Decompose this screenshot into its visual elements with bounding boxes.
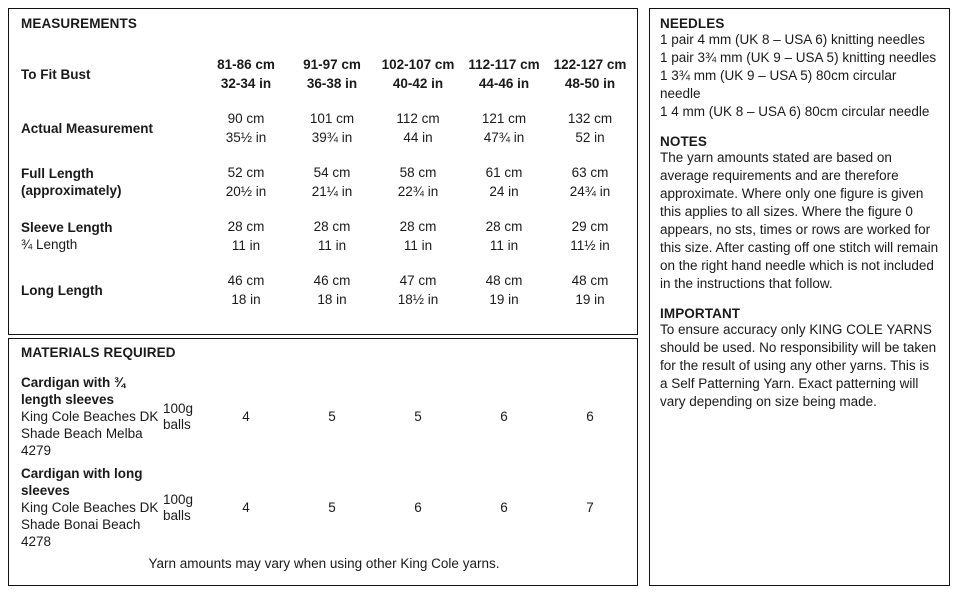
- value-in: 11½ in: [570, 238, 610, 253]
- value-cm: 90 cm: [227, 111, 265, 126]
- notes-title: NOTES: [660, 134, 708, 149]
- measurements-table: [21, 55, 637, 309]
- needle-line: 1 4 mm (UK 8 – USA 6) 80cm circular needle: [660, 104, 930, 119]
- table-row: [21, 271, 637, 309]
- value-in: 24 in: [489, 184, 519, 199]
- size-cm: 91-97 cm: [303, 57, 361, 72]
- value-in: 22¾ in: [397, 184, 439, 199]
- quantity-cell: 6: [414, 500, 422, 515]
- value-in: 18 in: [317, 292, 347, 307]
- value-cm: 48 cm: [571, 273, 609, 288]
- size-cm: 102-107 cm: [381, 57, 455, 72]
- row-label: Actual Measurement: [21, 120, 154, 136]
- measurement-cell: [289, 217, 375, 255]
- measurement-cell: [547, 271, 633, 309]
- measurement-cell: [461, 217, 547, 255]
- value-cm: 46 cm: [227, 273, 265, 288]
- quantity-cell: 4: [242, 500, 250, 515]
- value-in: 39¾ in: [311, 130, 353, 145]
- notes-body: The yarn amounts stated are based on average requirements and are therefore approximate. Where only one figure is given this applies to all sizes. Where the figure 0 appears, no sts, times or rows are worked for this size. After casting off one stitch will remain on the right hand needle which is not included in the instructions that follow.: [660, 150, 939, 291]
- quantity-cell: 5: [328, 409, 336, 424]
- row-label-sub: ¾ Length: [21, 237, 78, 252]
- value-in: 20½ in: [225, 184, 267, 199]
- value-in: 35½ in: [225, 130, 267, 145]
- needles-section: [660, 16, 939, 121]
- measurement-cell: [547, 217, 633, 255]
- notes-section: [660, 134, 939, 293]
- size-in: 36-38 in: [306, 76, 358, 91]
- quantity-cell: 6: [500, 500, 508, 515]
- important-title: IMPORTANT: [660, 306, 741, 321]
- measurement-cell: [375, 271, 461, 309]
- size-cm: 81-86 cm: [217, 57, 275, 72]
- value-in: 18 in: [231, 292, 261, 307]
- value-in: 21¼ in: [311, 184, 353, 199]
- value-cm: 101 cm: [309, 111, 355, 126]
- quantity-cell: 6: [586, 409, 594, 424]
- value-cm: 29 cm: [571, 219, 609, 234]
- quantity-cell: 5: [328, 500, 336, 515]
- table-row: [21, 109, 637, 147]
- value-in: 11 in: [231, 238, 261, 253]
- size-cm: 122-127 cm: [553, 57, 627, 72]
- quantity-cell: 5: [414, 409, 422, 424]
- value-in: 11 in: [489, 238, 519, 253]
- value-cm: 52 cm: [227, 165, 265, 180]
- needle-line: 1 pair 3¾ mm (UK 9 – USA 5) knitting needles: [660, 50, 937, 65]
- needle-line: 1 3¾ mm (UK 9 – USA 5) 80cm circular needle: [660, 68, 897, 101]
- row-label: [21, 219, 203, 253]
- yarn-footnote: Yarn amounts may vary when using other King Cole yarns.: [148, 556, 500, 571]
- value-in: 19 in: [489, 292, 519, 307]
- measurement-cell: [547, 109, 633, 147]
- material-item-name: Cardigan with long sleeves: [21, 466, 143, 498]
- value-cm: 112 cm: [396, 111, 440, 126]
- value-cm: 132 cm: [567, 111, 613, 126]
- value-in: 24¾ in: [569, 184, 611, 199]
- size-in: 40-42 in: [392, 76, 444, 91]
- value-in: 18½ in: [397, 292, 439, 307]
- size-column: [547, 55, 633, 93]
- size-column: [461, 55, 547, 93]
- quantity-cell: 6: [500, 409, 508, 424]
- size-cm: 112-117 cm: [468, 57, 540, 72]
- size-in: 32-34 in: [220, 76, 272, 91]
- materials-title: MATERIALS REQUIRED: [21, 345, 176, 360]
- size-header-row: [21, 55, 637, 93]
- table-row: [21, 217, 637, 255]
- important-section: [660, 306, 939, 411]
- row-label: To Fit Bust: [21, 66, 91, 82]
- quantity-cell: 7: [586, 500, 594, 515]
- table-row: [21, 163, 637, 201]
- measurement-cell: [203, 109, 289, 147]
- row-label-main: Sleeve Length: [21, 220, 113, 235]
- value-in: 11 in: [317, 238, 347, 253]
- materials-section: [8, 338, 638, 586]
- material-yarn-name: King Cole Beaches DK Shade Beach Melba 4279: [21, 409, 159, 458]
- table-row: [21, 465, 637, 550]
- size-in: 44-46 in: [478, 76, 530, 91]
- value-cm: 121 cm: [481, 111, 527, 126]
- value-cm: 61 cm: [485, 165, 523, 180]
- value-in: 47¾ in: [483, 130, 525, 145]
- table-row: [21, 374, 637, 459]
- measurement-cell: [289, 109, 375, 147]
- measurements-section: [8, 8, 638, 335]
- important-body: To ensure accuracy only KING COLE YARNS should be used. No responsibility will be taken for the result of using any other yarns. This is a Self Patterning Yarn. Exact patterning will vary depending on size being made.: [660, 322, 937, 409]
- material-label: [21, 374, 163, 459]
- value-cm: 47 cm: [399, 273, 437, 288]
- info-panel: [649, 8, 950, 586]
- value-cm: 28 cm: [485, 219, 523, 234]
- value-cm: 54 cm: [313, 165, 351, 180]
- row-label: Full Length (approximately): [21, 166, 122, 198]
- needle-line: 1 pair 4 mm (UK 8 – USA 6) knitting needles: [660, 32, 925, 47]
- value-cm: 63 cm: [571, 165, 609, 180]
- measurement-cell: [461, 109, 547, 147]
- size-column: [375, 55, 461, 93]
- value-in: 52 in: [575, 130, 605, 145]
- material-yarn-name: King Cole Beaches DK Shade Bonai Beach 4278: [21, 500, 159, 549]
- value-in: 44 in: [403, 130, 433, 145]
- row-label: Long Length: [21, 282, 103, 298]
- needles-title: NEEDLES: [660, 16, 725, 31]
- measurement-cell: [547, 163, 633, 201]
- value-cm: 28 cm: [313, 219, 351, 234]
- value-cm: 58 cm: [399, 165, 437, 180]
- measurement-cell: [203, 271, 289, 309]
- quantity-cell: 4: [242, 409, 250, 424]
- value-cm: 46 cm: [313, 273, 351, 288]
- measurement-cell: [289, 271, 375, 309]
- material-unit: 100g balls: [163, 400, 194, 432]
- value-cm: 28 cm: [399, 219, 437, 234]
- measurement-cell: [375, 109, 461, 147]
- value-cm: 28 cm: [227, 219, 265, 234]
- material-item-name: Cardigan with ¾ length sleeves: [21, 375, 126, 407]
- measurement-cell: [289, 163, 375, 201]
- value-cm: 48 cm: [485, 273, 523, 288]
- measurement-cell: [203, 217, 289, 255]
- size-in: 48-50 in: [564, 76, 616, 91]
- value-in: 19 in: [575, 292, 605, 307]
- value-in: 11 in: [403, 238, 433, 253]
- size-column: [289, 55, 375, 93]
- measurement-cell: [375, 163, 461, 201]
- material-unit: 100g balls: [163, 491, 194, 523]
- measurement-cell: [461, 163, 547, 201]
- measurement-cell: [461, 271, 547, 309]
- measurement-cell: [375, 217, 461, 255]
- measurements-title: MEASUREMENTS: [21, 16, 137, 31]
- material-label: [21, 465, 163, 550]
- measurement-cell: [203, 163, 289, 201]
- size-column: [203, 55, 289, 93]
